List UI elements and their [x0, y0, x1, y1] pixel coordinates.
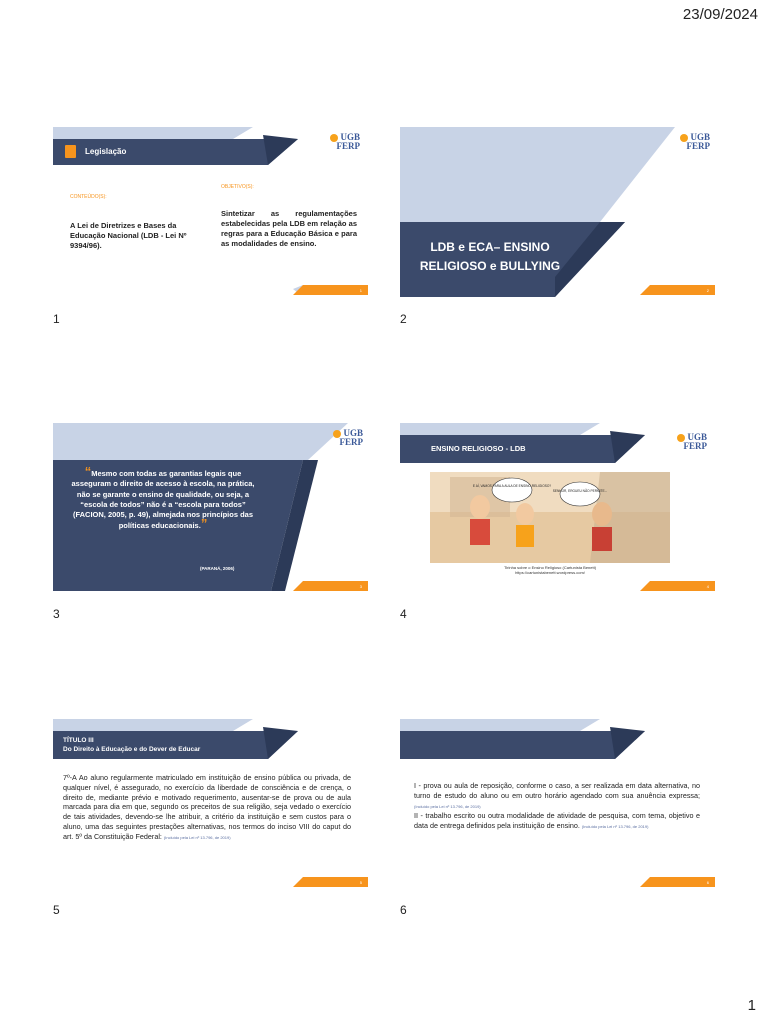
slide-number-5: 5 — [53, 903, 60, 917]
document-icon — [65, 145, 76, 158]
comic-caption: Tirinha sobre o Ensino Religioso (Cartunista Benett) https://cartunistabenett.wordpress.com/ — [503, 565, 597, 575]
slide-title: TÍTULO III Do Direito à Educação e do Dever de Educar — [63, 737, 201, 753]
article-items: I - prova ou aula de reposição, conforme o caso, a ser realizada em data alternativa, no turno de estudo do aluno ou em outro horário agendado com sua anuência expressa; (Incluído pela Lei nº 13.796, de 2019) II - trabalho escrito ou outra modalidade de atividade de pesquisa, com tema, objetivo e data de entrega definidos pela instituição de ensino. (Incluído pela Lei nº 13.796, de 2019) — [414, 781, 700, 831]
article-text: 7º-A Ao aluno regularmente matriculado em instituição de ensino pública ou privada, de qualquer nível, é assegurado, no exercício da liberdade de consciência e de crença, o direito de, mediante prévio e motivado requerimento, ausentar-se de prova ou de aula marcada para dia em que, segundo os preceitos de sua religião, seja vedado o exercício de tais atividades, devendo-se lhe atribuir, a critério da instituição e sem custos para o aluno, uma das seguintes prestações alternativas, nos termos do inciso VIII do caput do art. 5º da Constituição Federal: (Incluído pela Lei nº 13.796, de 2019) — [63, 773, 351, 841]
slide-number-6: 6 — [400, 903, 407, 917]
slide-number-1: 1 — [53, 312, 60, 326]
ugb-logo: UGB FERP — [330, 133, 360, 150]
objetivo-text: Sintetizar as regulamentações estabelecidas pela LDB em relação as regras para a Educação Básica e para as modalidades de ensino. — [221, 209, 357, 248]
comic-bubble-1: E AÍ, VAMOS PARA A AULA DE ENSINO RELIGIOSO? — [472, 484, 552, 488]
quote-text: “Mesmo com todas as garantias legais que asseguram o direito de acesso à escola, na prática, não se garante o ensino de qualidade, ou seja, a “escola de todos” não é a “escola para todos” (FACION, 2005, p. 49), almejada nos princípios das políticas educacionais.” — [71, 464, 255, 532]
conteudo-label: CONTEÚDO(S): — [70, 194, 107, 200]
slide-3 — [53, 423, 368, 600]
slide-number-3: 3 — [53, 607, 60, 621]
slide-number-2: 2 — [400, 312, 407, 326]
slide-2 — [400, 127, 715, 304]
open-quote-icon: “ — [84, 464, 92, 479]
slide-number-4: 4 — [400, 607, 407, 621]
slide-1 — [53, 127, 368, 304]
document-date: 23/09/2024 — [682, 6, 758, 23]
slide-title: LDB e ECA– ENSINO RELIGIOSO e BULLYING — [419, 240, 561, 273]
close-quote-icon: ” — [200, 516, 208, 532]
slide-page-number: 4 — [706, 584, 709, 589]
slide-page-number: 2 — [706, 288, 709, 293]
slide-title: Legislação — [85, 147, 127, 156]
slide-page-number: 3 — [359, 584, 362, 589]
objetivo-label: OBJETIVO(S): — [221, 184, 254, 190]
slide-page-number: 1 — [359, 288, 362, 293]
slide-6 — [400, 719, 715, 896]
ugb-logo: UGB FERP — [677, 433, 707, 450]
slide-title: ENSINO RELIGIOSO - LDB — [431, 444, 526, 453]
ugb-logo: UGB FERP — [680, 133, 710, 150]
page-number: 1 — [747, 997, 756, 1014]
quote-source: (PARANÁ, 2006) — [200, 566, 235, 571]
slide-page-number: 6 — [706, 880, 709, 885]
comic-bubble-2: SENHOR, ERGUEU NÃO PERMITE... — [552, 489, 608, 493]
conteudo-text: A Lei de Diretrizes e Bases da Educação Nacional (LDB - Lei Nº 9394/96). — [70, 221, 187, 250]
comic-strip-image — [430, 472, 670, 563]
slide-4 — [400, 423, 715, 600]
slide-page-number: 5 — [359, 880, 362, 885]
ugb-logo: UGB FERP — [333, 429, 363, 446]
slide-2-decoration — [400, 127, 715, 304]
slide-5 — [53, 719, 368, 896]
